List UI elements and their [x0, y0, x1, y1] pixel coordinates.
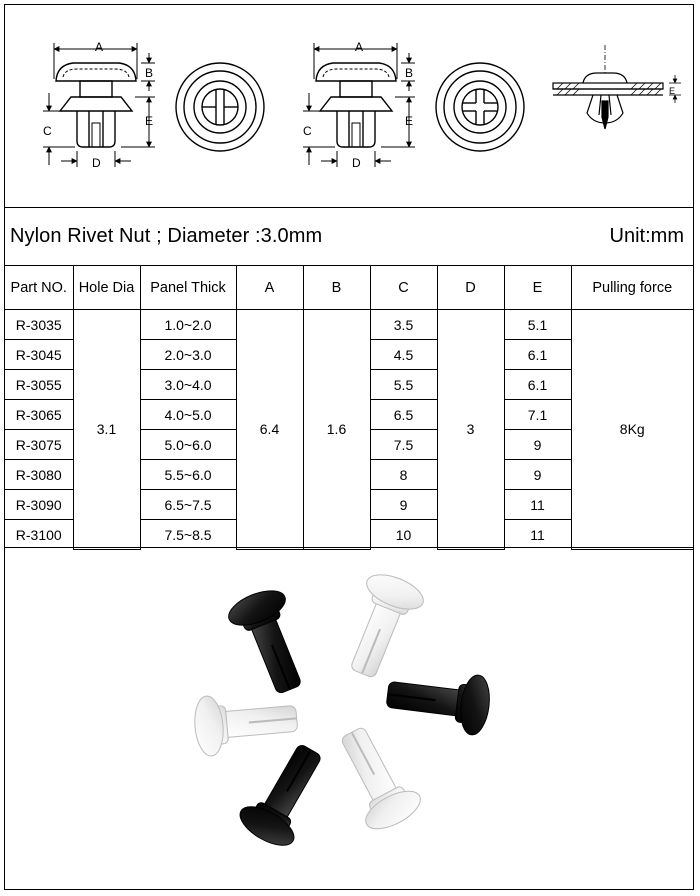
- rivet-top-view-1: [176, 63, 264, 151]
- rivet-side-view-1: [43, 43, 155, 167]
- cell-panel-thick: 3.0~4.0: [140, 370, 236, 400]
- cell-c: 6.5: [370, 400, 437, 430]
- cell-c: 7.5: [370, 430, 437, 460]
- white-rivet: [334, 568, 428, 685]
- cell-e: 5.1: [504, 310, 571, 340]
- dim-label-e-2: E: [405, 114, 414, 128]
- cell-panel-thick: 6.5~7.5: [140, 490, 236, 520]
- spec-table: [5, 266, 693, 550]
- dim-label-e: E: [145, 114, 154, 128]
- cell-c: 5.5: [370, 370, 437, 400]
- cell-panel-thick: 5.0~6.0: [140, 430, 236, 460]
- cell-c: 9: [370, 490, 437, 520]
- white-rivet: [325, 718, 426, 836]
- product-photo: [5, 547, 693, 889]
- col-header-panel-thick: Panel Thick: [140, 266, 236, 310]
- cell-panel-thick: 2.0~3.0: [140, 340, 236, 370]
- cell-d: 3: [437, 310, 504, 550]
- dim-label-d: D: [92, 156, 101, 170]
- cell-c: 10: [370, 520, 437, 550]
- col-header-d: D: [437, 266, 504, 310]
- cell-e: 6.1: [504, 370, 571, 400]
- col-header-b: B: [303, 266, 370, 310]
- cell-c: 3.5: [370, 310, 437, 340]
- dim-label-a: A: [95, 40, 104, 54]
- cell-part-no: R-3100: [5, 520, 73, 550]
- cell-e: 11: [504, 490, 571, 520]
- dim-label-a-2: A: [355, 40, 364, 54]
- cell-panel-thick: 5.5~6.0: [140, 460, 236, 490]
- dim-label-e-3: E: [669, 86, 676, 96]
- col-header-c: C: [370, 266, 437, 310]
- rivet-top-view-2: [436, 63, 524, 151]
- dim-label-d-2: D: [352, 156, 361, 170]
- cell-part-no: R-3080: [5, 460, 73, 490]
- dim-label-c: C: [43, 124, 52, 138]
- cell-part-no: R-3045: [5, 340, 73, 370]
- col-header-pulling-force: Pulling force: [571, 266, 693, 310]
- cell-panel-thick: 7.5~8.5: [140, 520, 236, 550]
- black-rivet: [384, 664, 493, 736]
- cell-part-no: R-3065: [5, 400, 73, 430]
- cell-hole-dia: 3.1: [73, 310, 140, 550]
- col-header-a: A: [236, 266, 303, 310]
- col-header-e: E: [504, 266, 571, 310]
- cell-e: 9: [504, 430, 571, 460]
- dim-label-c-2: C: [303, 124, 312, 138]
- cell-panel-thick: 1.0~2.0: [140, 310, 236, 340]
- cell-part-no: R-3055: [5, 370, 73, 400]
- black-rivet: [234, 735, 337, 853]
- col-header-part-no: Part NO.: [5, 266, 73, 310]
- cell-part-no: R-3035: [5, 310, 73, 340]
- cell-pulling-force: 8Kg: [571, 310, 693, 550]
- technical-drawings: [5, 5, 693, 208]
- unit-label: Unit:mm: [609, 225, 684, 247]
- cell-e: 6.1: [504, 340, 571, 370]
- product-title: Nylon Rivet Nut ; Diameter :3.0mm: [10, 225, 323, 247]
- cell-e: 11: [504, 520, 571, 550]
- cell-a: 6.4: [236, 310, 303, 550]
- cell-c: 8: [370, 460, 437, 490]
- col-header-hole-dia: Hole Dia: [73, 266, 140, 310]
- white-rivet: [192, 688, 299, 757]
- title-bar: [5, 208, 693, 266]
- cell-part-no: R-3090: [5, 490, 73, 520]
- black-rivet: [224, 584, 318, 701]
- table-header-row: [5, 266, 693, 310]
- cell-e: 7.1: [504, 400, 571, 430]
- rivet-side-view-2: [303, 43, 415, 167]
- cell-part-no: R-3075: [5, 430, 73, 460]
- dim-label-b: B: [145, 66, 154, 80]
- cell-panel-thick: 4.0~5.0: [140, 400, 236, 430]
- cell-e: 9: [504, 460, 571, 490]
- cell-b: 1.6: [303, 310, 370, 550]
- cell-c: 4.5: [370, 340, 437, 370]
- rivet-installed-section-view: [553, 45, 681, 129]
- dim-label-b-2: B: [405, 66, 414, 80]
- table-row: [5, 310, 693, 340]
- product-spec-sheet: [4, 4, 694, 890]
